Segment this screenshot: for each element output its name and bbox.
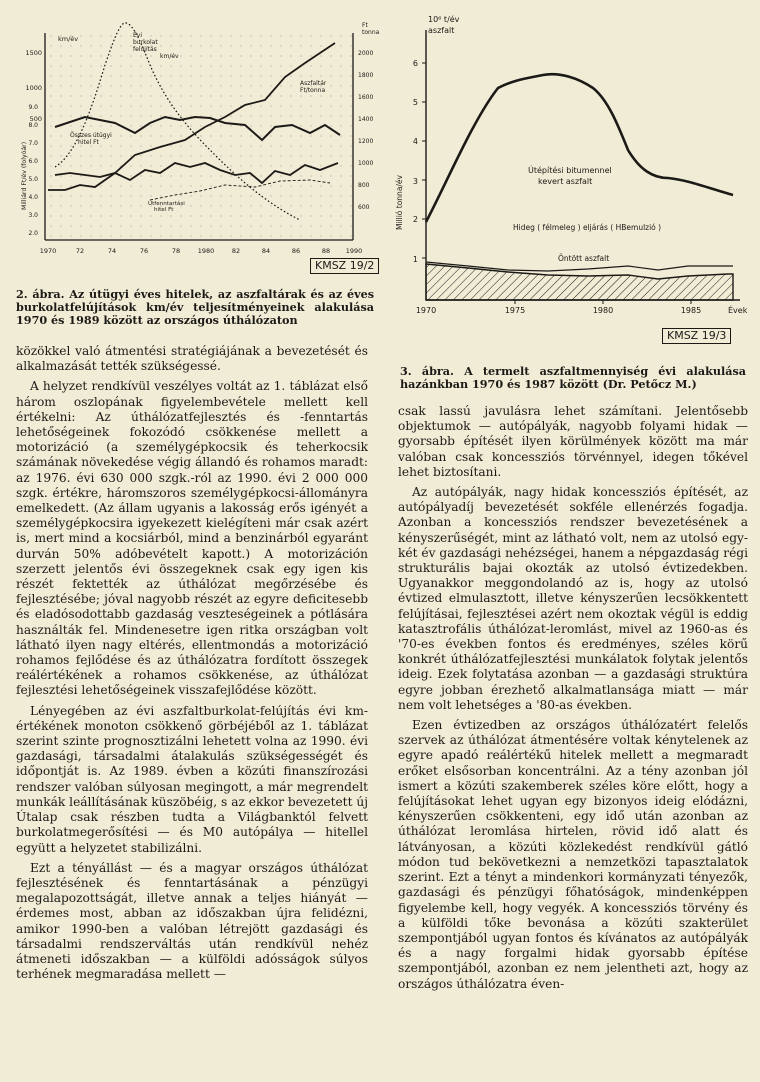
ft-tonna-line: Ft bbox=[362, 22, 368, 29]
ft-tonna-unit bbox=[362, 22, 380, 36]
x-tick: 76 bbox=[139, 247, 149, 255]
y-tick: 4 bbox=[412, 137, 418, 146]
ft-tonna-line: tonna bbox=[362, 29, 380, 36]
x-tick: 72 bbox=[75, 247, 85, 255]
right-text-column bbox=[398, 404, 748, 992]
label-renewal: Évi burkolat felújításkm/év bbox=[133, 32, 179, 60]
paragraph: Az autópályák, nagy hidak koncessziós építését, az autópályadíj bevezetését sokféle ellenérzés fogadja. Azonban a koncessziós rendszer bevezetésének a kényszerűségét, mint az látható volt, nem az utolsó egy-két év gazdasági nehézségei, hanem a népgazdaság régi strukturális bajai okozták az utolsó évtizedekben. Ugyanakkor meggondolandó az is, hogy az utolsó évtized elmulasztott, illetve kényszerűen lecsökkentett felújításai, fejlesztései azért nem okoztak végül is eddig katasztrofális úthálózat-leromlást, mivel az 1960-as és '70-es években fontos és eredményes, széles körű konkrét úthálózatfejlesztési munkálatok folytak jelentős ideig. Ezek folytatása azonban — a gazdasági struktúra egyre jobban érezhető alkalmatlansága miatt — már nem volt lehetséges a '80-as években. bbox=[398, 485, 748, 712]
left-tick: 1500 bbox=[25, 49, 42, 57]
x-tick: 82 bbox=[231, 247, 241, 255]
paragraph: A helyzet rendkívül veszélyes voltát az 1. táblázat első három oszlopának figyelembevétele mellett kell értékelni: Az úthálózatfejlesztés és -fenntartás lehetőségeinek fokozódó csökkenése mellett a motorizáció (a személygépkocsik és teherkocsik számának növekedése végig állandó és rohamos maradt: az 1976. évi 630 000 szgk.-ról az 1990. évi 2 000 000 szgk. értékre, háromszoros személygépkocsi-állományra emelkedett. (Az állam ugyanis a lakosság erős igényét a személygépkocsira igyekezett kielégíteni már csak azért is, mert mind a kocsiárból, mind a benzinárból egyaránt durván 50% adóbevételt kapott.) A motorizáción szerzett jelentős évi összegeknek csak egy igen kis részét fektették az úthálózat megőrzésébe és fejlesztésébe; jóval nagyobb részét az egyre deficitesebb és eladósodottabb gazdaság veszteségeinek a pótlására használták fel. Mindenesetre igen ritka országban volt látható ilyen nagy eltérés, ellentmondás a motorizáció rohamos fejlődése és az úthálózatra fordított összegek reálértékének a rohamos csökkenése, az úthálózat fejlesztési lehetőségeinek visszafejlődése között. bbox=[16, 379, 368, 698]
x-tick: 84 bbox=[261, 247, 271, 255]
paragraph: Ezen évtizedben az országos úthálózatért felelős szervek az úthálózat átmentésére voltak kénytelenek az egyre apadó reálértékű hitelek mellett a megmaradt erőket elsősorban koncentrálni. Az a tény azonban jól ismert a közúti szakemberek széles köre előtt, hogy a felújításokat lehet ugyan egy bizonyos ideig elódázni, kényszerűen csökkenteni, egy idő után azonban az úthálózat leromlása hirtelen, rövid idő alatt és látványosan, a közúti közlekedést rendkívül gátló módon tud bekövetkezni a nemzetközi tapasztalatok szerint. Ezt a tényt a mindenkori kormányzati tényezők, gazdasági és pénzügyi főhatóságok, mindenképpen figyelembe kell, hogy vegyék. A koncessziós törvény és a külföldi tőke bevonása a közúti szakterület szempontjából ugyan fontos és kívánatos az autópályák és a nagy forgalmi hidak gyorsabb építése szempontjából, azonban ez nem jelentheti azt, hogy az országos úthálózatra éven- bbox=[398, 718, 748, 991]
x-tick: 88 bbox=[321, 247, 331, 255]
y-axis-title: Milliárd Ft/év (folyóár) bbox=[21, 141, 28, 210]
paragraph: Ezt a tényállást — és a magyar országos úthálózat fejlesztésének és fenntartásának a pénzügyi megalapozottságát, illetve annak a teljes hiányát — érdemes most, abban az időszakban újra felidézni, amikor 1990-ben a valóban létrejött gazdasági és társadalmi rendszerváltás után rendkívül nehéz átmeneti időszakban — a külföldi adósságok súlyos terhének megmaradása mellett — bbox=[16, 860, 368, 982]
left-tick: 9.0 bbox=[28, 104, 38, 111]
x-tick: 1975 bbox=[504, 306, 526, 315]
x-tick: 1970 bbox=[415, 306, 437, 315]
label-maintenance-credit: Útfenntartási hitel Ft bbox=[148, 201, 185, 213]
right-tick: 1200 bbox=[358, 138, 374, 145]
y-tick: 2 bbox=[412, 215, 418, 224]
right-tick: 1800 bbox=[358, 72, 374, 79]
label-hot-mix: Útépítési bitumennel kevert aszfalt bbox=[528, 166, 612, 186]
right-tick: 1400 bbox=[358, 116, 374, 123]
left-tick: 4.0 bbox=[28, 194, 38, 201]
left-text-column bbox=[16, 344, 368, 982]
paragraph: Lényegében az évi aszfaltburkolat-felújítás évi km-értékének monoton csökkenő görbéjéből az 1. táblázat szerint szinte prognosztizálni lehetett volna az 1990. évi gazdasági, társadalmi átalakulás szükségességét és időpontját is. Az 1989. évben a közúti finanszírozási rendszer valóban súlyosan megingott, a már megrendelt munkák leállításának küszöbéig, s az ekkor bevezetett új Útalap csak részben tudta a Világbanktól felvett burkolatmegerősítési — és M0 autópálya — hitellel együtt a helyzetet stabilizálni. bbox=[16, 703, 368, 855]
curve-hot-mix-asphalt bbox=[426, 74, 733, 222]
y-tick: 6 bbox=[412, 59, 418, 68]
x-tick: 74 bbox=[107, 247, 117, 255]
x-tick: 1980 bbox=[592, 306, 614, 315]
paragraph: csak lassú javulásra lehet számítani. Jelentősebb objektumok — autópályák, nagyobb folyami hidak — gyorsabb építését ilyen körülmények között ma már valóban csak koncessziós törvénnyel, idegen tőkével lehet biztosítani. bbox=[398, 404, 748, 479]
figure-2-chart bbox=[0, 5, 385, 280]
left-tick: 1000 bbox=[25, 84, 42, 92]
x-tick: 1985 bbox=[680, 306, 702, 315]
x-tick: 1980 bbox=[197, 247, 215, 255]
label-cold-process: Hideg ( félmeleg ) eljárás ( HBemulzió ) bbox=[513, 223, 662, 232]
label-asphalt-price: Aszfaltár Ft/tonna bbox=[300, 80, 327, 94]
right-tick: 2000 bbox=[358, 50, 374, 57]
right-tick: 800 bbox=[358, 182, 370, 189]
figure-3-badge: KMSZ 19/3 bbox=[662, 328, 731, 344]
y-tick: 5 bbox=[412, 98, 418, 107]
figure-2-caption: 2. ábra. Az útügyi éves hitelek, az aszfaltárak és az éves burkolatfelújítások km/év teljesítményeinek alakulása 1970 és 1989 között az országos úthálózaton bbox=[16, 287, 374, 328]
left-tick: 500 bbox=[29, 115, 42, 123]
left-tick: 3.0 bbox=[28, 212, 38, 219]
right-tick: 1000 bbox=[358, 160, 374, 167]
y-axis-title: Millió tonna/év bbox=[395, 175, 404, 230]
figure-2-badge: KMSZ 19/2 bbox=[310, 258, 379, 274]
x-tick: 78 bbox=[171, 247, 181, 255]
paragraph: közökkel való átmentési stratégiájának a bevezetését és alkalmazását tették szükségessé. bbox=[16, 344, 368, 374]
figure-3-chart bbox=[388, 0, 760, 350]
figure-3-caption: 3. ábra. A termelt aszfaltmennyiség évi alakulása hazánkban 1970 és 1987 között (Dr. Petőcz M.) bbox=[400, 364, 746, 392]
x-tick: 86 bbox=[291, 247, 301, 255]
right-tick: 600 bbox=[358, 204, 370, 211]
label-mastic: Öntött aszfalt bbox=[558, 254, 610, 263]
left-tick: 2.0 bbox=[28, 230, 38, 237]
left-tick: 8.0 bbox=[28, 122, 38, 129]
x-tick: 1970 bbox=[39, 247, 57, 255]
x-tick: 1990 bbox=[345, 247, 363, 255]
km-ev-unit: km/év bbox=[58, 35, 79, 43]
left-tick: 6.0 bbox=[28, 158, 38, 165]
label-total-credit: Összes útügyi hitel Ft bbox=[70, 132, 112, 146]
y-tick: 1 bbox=[412, 255, 418, 264]
left-tick: 7.0 bbox=[28, 140, 38, 147]
right-tick: 1600 bbox=[358, 94, 374, 101]
x-unit: Évek bbox=[728, 306, 748, 315]
left-tick: 5.0 bbox=[28, 176, 38, 183]
unit-label: 10⁶ t/év aszfalt bbox=[428, 15, 460, 35]
y-tick: 3 bbox=[412, 177, 418, 186]
